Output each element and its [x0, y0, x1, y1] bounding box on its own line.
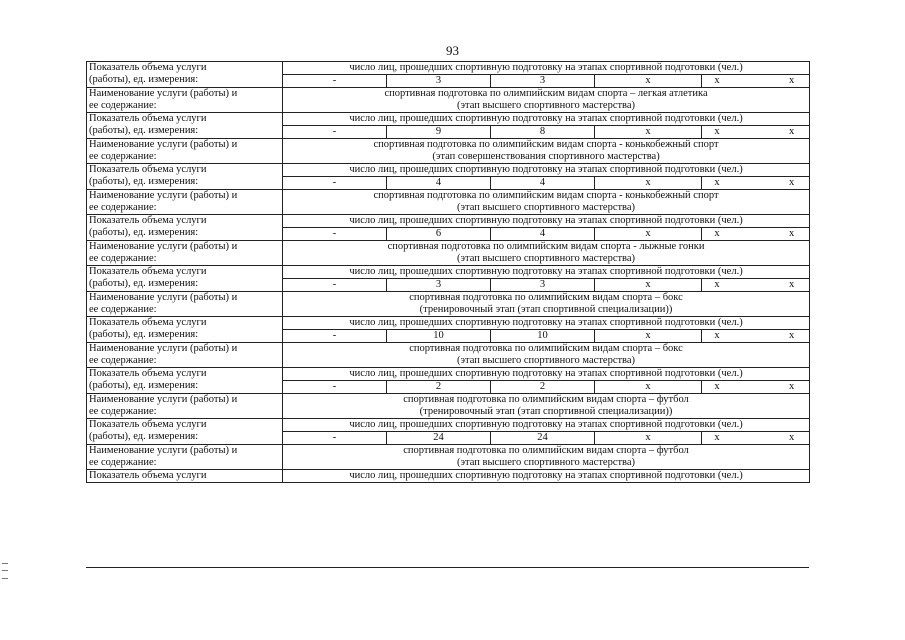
service-label-line1: Наименование услуги (работы) и — [89, 445, 238, 456]
value-text: х — [645, 279, 651, 290]
indicator-row — [87, 317, 810, 330]
indicator-text: число лиц, прошедших спортивную подготовку на этапах спортивной подготовки (чел.) — [283, 317, 810, 330]
value-text: - — [332, 228, 337, 239]
indicator-label — [87, 419, 283, 445]
value-text: х — [714, 177, 720, 188]
value-cell — [595, 330, 702, 343]
value-cell — [283, 75, 387, 88]
indicator-row — [87, 113, 810, 126]
value-text: 3 — [435, 279, 442, 290]
value-text: х — [788, 75, 795, 86]
value-cell — [283, 228, 387, 241]
value-text: 10 — [537, 330, 548, 341]
value-text: 3 — [435, 75, 442, 86]
value-cell — [702, 330, 810, 343]
value-cell — [491, 177, 595, 190]
value-cell — [283, 330, 387, 343]
service-content — [283, 241, 810, 266]
value-cell — [491, 75, 595, 88]
value-text: 8 — [539, 126, 546, 137]
value-cell — [702, 432, 810, 445]
service-name: спортивная подготовка по олимпийским видам спорта – бокс — [409, 343, 683, 354]
service-row — [87, 292, 810, 317]
service-row — [87, 139, 810, 164]
service-stage: (этап высшего спортивного мастерства) — [457, 355, 636, 366]
indicator-row — [87, 215, 810, 228]
indicator-label-line2: (работы), ед. измерения: — [89, 329, 199, 340]
service-content — [283, 88, 810, 113]
value-cell — [283, 432, 387, 445]
indicator-label — [87, 317, 283, 343]
value-text: - — [332, 330, 337, 341]
service-name: спортивная подготовка по олимпийским видам спорта – футбол — [403, 445, 689, 456]
value-cell — [595, 381, 702, 394]
value-text: х — [714, 330, 720, 341]
indicator-label — [87, 266, 283, 292]
service-content — [283, 190, 810, 215]
indicator-label-line2: (работы), ед. измерения: — [89, 125, 199, 136]
indicator-label-line1: Показатель объема услуги — [89, 470, 207, 481]
margin-mark — [2, 563, 8, 571]
value-text: 6 — [435, 228, 442, 239]
value-cell — [387, 330, 491, 343]
service-label — [87, 241, 283, 266]
service-label-line1: Наименование услуги (работы) и — [89, 292, 238, 303]
value-cell — [387, 126, 491, 139]
value-text: - — [332, 75, 337, 86]
value-text: х — [645, 177, 651, 188]
value-text: 4 — [539, 177, 546, 188]
service-label-line2: ее содержание: — [89, 406, 157, 417]
indicator-label-line1: Показатель объема услуги — [89, 368, 207, 379]
value-cell — [387, 432, 491, 445]
service-label — [87, 88, 283, 113]
value-cell — [702, 279, 810, 292]
service-label-line1: Наименование услуги (работы) и — [89, 343, 238, 354]
indicator-label-line2: (работы), ед. измерения: — [89, 74, 199, 85]
value-cell — [702, 381, 810, 394]
value-text: - — [332, 126, 337, 137]
value-cell — [387, 177, 491, 190]
value-cell — [491, 381, 595, 394]
service-label-line2: ее содержание: — [89, 100, 157, 111]
indicator-text: число лиц, прошедших спортивную подготовку на этапах спортивной подготовки (чел.) — [283, 266, 810, 279]
value-cell — [595, 228, 702, 241]
indicator-label — [87, 215, 283, 241]
indicator-text: число лиц, прошедших спортивную подготовку на этапах спортивной подготовки (чел.) — [283, 62, 810, 75]
value-text: - — [332, 432, 337, 443]
indicator-text: число лиц, прошедших спортивную подготовку на этапах спортивной подготовки (чел.) — [283, 419, 810, 432]
service-label-line2: ее содержание: — [89, 355, 157, 366]
indicator-text: число лиц, прошедших спортивную подготовку на этапах спортивной подготовки (чел.) — [283, 470, 810, 483]
value-text: х — [714, 126, 720, 137]
value-cell — [702, 75, 810, 88]
service-label-line1: Наименование услуги (работы) и — [89, 190, 238, 201]
service-row — [87, 445, 810, 470]
service-label — [87, 445, 283, 470]
service-content — [283, 343, 810, 368]
value-cell — [387, 279, 491, 292]
indicator-label — [87, 62, 283, 88]
indicator-row — [87, 368, 810, 381]
indicator-label — [87, 470, 283, 483]
value-text: 9 — [435, 126, 442, 137]
service-content — [283, 292, 810, 317]
value-cell — [491, 126, 595, 139]
value-text: х — [645, 75, 651, 86]
value-cell — [702, 177, 810, 190]
service-label-line2: ее содержание: — [89, 202, 157, 213]
service-label — [87, 394, 283, 419]
value-cell — [283, 381, 387, 394]
value-text: х — [645, 126, 651, 137]
service-content — [283, 139, 810, 164]
service-label-line2: ее содержание: — [89, 304, 157, 315]
indicator-text: число лиц, прошедших спортивную подготовку на этапах спортивной подготовки (чел.) — [283, 113, 810, 126]
indicator-row — [87, 164, 810, 177]
indicator-label — [87, 368, 283, 394]
indicator-label-line2: (работы), ед. измерения: — [89, 227, 199, 238]
value-text: 4 — [435, 177, 442, 188]
indicator-label-line1: Показатель объема услуги — [89, 62, 207, 73]
value-text: х — [714, 279, 720, 290]
value-cell — [595, 432, 702, 445]
service-content — [283, 394, 810, 419]
value-text: х — [788, 432, 795, 443]
service-label-line1: Наименование услуги (работы) и — [89, 394, 238, 405]
value-cell — [283, 126, 387, 139]
service-stage: (этап совершенствования спортивного мастерства) — [432, 151, 660, 162]
value-cell — [702, 228, 810, 241]
value-text: - — [332, 279, 337, 290]
value-text: 24 — [433, 432, 444, 443]
service-label-line2: ее содержание: — [89, 457, 157, 468]
indicator-label — [87, 113, 283, 139]
value-text: 10 — [433, 330, 444, 341]
service-name: спортивная подготовка по олимпийским видам спорта – легкая атлетика — [384, 88, 708, 99]
service-row — [87, 190, 810, 215]
indicator-row — [87, 266, 810, 279]
service-stage: (этап высшего спортивного мастерства) — [457, 202, 636, 213]
value-cell — [283, 177, 387, 190]
indicator-label-line1: Показатель объема услуги — [89, 164, 207, 175]
indicator-label-line1: Показатель объема услуги — [89, 215, 207, 226]
value-cell — [491, 330, 595, 343]
value-text: 3 — [539, 75, 546, 86]
value-text: х — [714, 228, 720, 239]
service-row — [87, 394, 810, 419]
value-text: х — [645, 432, 651, 443]
service-stage: (тренировочный этап (этап спортивной специализации)) — [419, 406, 673, 417]
value-cell — [595, 75, 702, 88]
indicator-label-line2: (работы), ед. измерения: — [89, 380, 199, 391]
service-stage: (этап высшего спортивного мастерства) — [457, 457, 636, 468]
value-text: х — [788, 126, 795, 137]
service-label-line1: Наименование услуги (работы) и — [89, 88, 238, 99]
indicator-label-line1: Показатель объема услуги — [89, 266, 207, 277]
indicator-text: число лиц, прошедших спортивную подготовку на этапах спортивной подготовки (чел.) — [283, 368, 810, 381]
value-text: х — [714, 432, 720, 443]
indicator-label-line2: (работы), ед. измерения: — [89, 431, 199, 442]
service-label — [87, 343, 283, 368]
value-text: х — [645, 381, 651, 392]
service-stage: (тренировочный этап (этап спортивной специализации)) — [419, 304, 673, 315]
service-label-line2: ее содержание: — [89, 253, 157, 264]
service-volume-table — [86, 61, 810, 483]
service-label — [87, 292, 283, 317]
value-text: - — [332, 381, 337, 392]
value-text: х — [788, 177, 795, 188]
service-stage: (этап высшего спортивного мастерства) — [457, 100, 636, 111]
service-stage: (этап высшего спортивного мастерства) — [457, 253, 636, 264]
value-text: 2 — [435, 381, 442, 392]
value-cell — [387, 75, 491, 88]
value-cell — [491, 228, 595, 241]
value-text: х — [788, 279, 795, 290]
value-cell — [387, 381, 491, 394]
indicator-label-line1: Показатель объема услуги — [89, 419, 207, 430]
value-text: 3 — [539, 279, 546, 290]
service-row — [87, 241, 810, 266]
table-bottom-border — [86, 567, 809, 568]
indicator-label — [87, 164, 283, 190]
service-label — [87, 139, 283, 164]
value-cell — [491, 432, 595, 445]
service-label-line1: Наименование услуги (работы) и — [89, 241, 238, 252]
value-text: х — [788, 381, 795, 392]
indicator-label-line1: Показатель объема услуги — [89, 113, 207, 124]
service-name: спортивная подготовка по олимпийским видам спорта – бокс — [409, 292, 683, 303]
service-label — [87, 190, 283, 215]
indicator-text: число лиц, прошедших спортивную подготовку на этапах спортивной подготовки (чел.) — [283, 164, 810, 177]
value-cell — [595, 279, 702, 292]
margin-mark — [2, 578, 8, 579]
value-text: 24 — [537, 432, 548, 443]
indicator-row — [87, 470, 810, 483]
service-label-line2: ее содержание: — [89, 151, 157, 162]
service-name: спортивная подготовка по олимпийским видам спорта - конькобежный спорт — [373, 190, 719, 201]
value-cell — [387, 228, 491, 241]
value-text: х — [714, 381, 720, 392]
value-text: х — [645, 330, 651, 341]
value-text: 4 — [539, 228, 546, 239]
indicator-label-line2: (работы), ед. измерения: — [89, 176, 199, 187]
indicator-text: число лиц, прошедших спортивную подготовку на этапах спортивной подготовки (чел.) — [283, 215, 810, 228]
value-text: 2 — [539, 381, 546, 392]
indicator-row — [87, 62, 810, 75]
value-text: х — [788, 330, 795, 341]
service-name: спортивная подготовка по олимпийским видам спорта - конькобежный спорт — [373, 139, 719, 150]
service-row — [87, 88, 810, 113]
value-cell — [595, 177, 702, 190]
value-text: х — [714, 75, 720, 86]
value-text: х — [788, 228, 795, 239]
service-content — [283, 445, 810, 470]
service-row — [87, 343, 810, 368]
value-text: х — [645, 228, 651, 239]
service-label-line1: Наименование услуги (работы) и — [89, 139, 238, 150]
value-cell — [595, 126, 702, 139]
service-name: спортивная подготовка по олимпийским видам спорта - лыжные гонки — [387, 241, 705, 252]
page-number: 93 — [446, 43, 459, 58]
value-cell — [702, 126, 810, 139]
indicator-row — [87, 419, 810, 432]
value-cell — [491, 279, 595, 292]
value-cell — [283, 279, 387, 292]
service-name: спортивная подготовка по олимпийским видам спорта – футбол — [403, 394, 689, 405]
indicator-label-line1: Показатель объема услуги — [89, 317, 207, 328]
indicator-label-line2: (работы), ед. измерения: — [89, 278, 199, 289]
value-text: - — [332, 177, 337, 188]
